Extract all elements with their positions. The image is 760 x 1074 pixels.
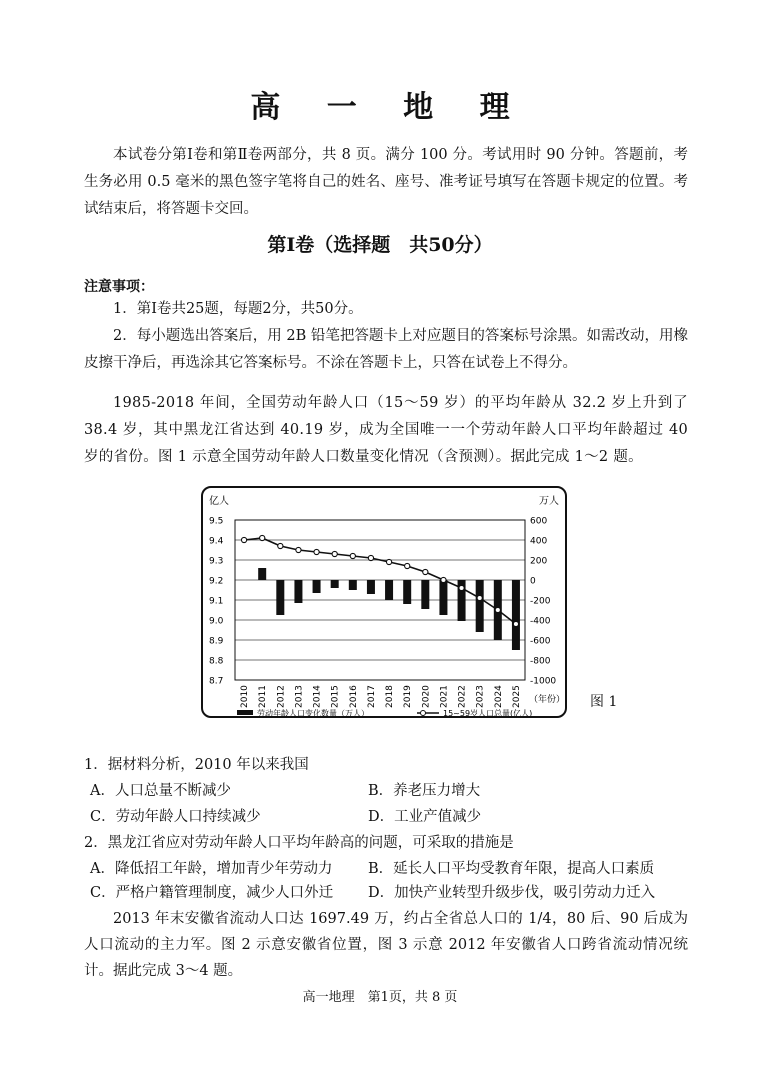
question-2-stem: 2．黑龙江省应对劳动年龄人口平均年龄高的问题，可采取的措施是 [84,835,514,851]
x-tick-label: 2020 [421,685,432,708]
left-tick-label: 9.3 [209,556,224,567]
line-point [260,535,265,540]
left-tick-label: 9.4 [209,536,224,547]
notice-item: 1．第Ⅰ卷共25题，每题2分，共50分。 [113,301,363,317]
q2-option-d[interactable]: D．加快产业转型升级步伐，吸引劳动力迁入 [368,885,656,901]
x-tick-label: 2025 [511,685,522,708]
left-tick-label: 8.9 [209,636,224,647]
right-tick-label: -600 [530,636,551,647]
line-point [314,549,319,554]
left-axis-label: 亿人 [209,496,229,507]
bar-mark [367,580,375,594]
line-point [368,555,373,560]
x-tick-label: 2015 [330,685,341,708]
line-point [405,563,410,568]
q1-option-d[interactable]: D．工业产值减少 [368,809,482,825]
x-tick-label: 2019 [403,685,414,708]
bar-mark [349,580,357,590]
x-tick-label: 2021 [439,685,450,708]
notice-heading: 注意事项： [84,279,154,295]
q1-option-c[interactable]: C．劳动年龄人口持续减少 [90,809,261,825]
line-point [278,543,283,548]
right-axis-label: 万人 [539,496,559,507]
material-passage-1: 1985-2018 年间，全国劳动年龄人口（15～59 岁）的平均年龄从 32.2 岁上升到了 38.4 岁，其中黑龙江省达到 40.19 岁，成为全国唯一一个劳动年龄人口平均年龄超过 40 岁的省份。图 1 示意全国劳动年龄人口数量变化情况（含预测）。据此完成 1～2 题。 [84,395,688,465]
right-tick-label: 0 [530,576,536,587]
left-tick-label: 9.1 [209,596,224,607]
line-point [296,547,301,552]
legend-line-label: 15~59岁人口总量(亿人) [443,709,533,716]
line-point [423,569,428,574]
exam-title: 高 一 地 理 [250,90,528,125]
q2-option-c[interactable]: C．严格户籍管理制度，减少人口外迁 [90,885,334,901]
bar-mark [421,580,429,609]
x-tick-label: 2013 [294,685,305,708]
legend-line-marker [421,711,426,716]
bar-mark [331,580,339,588]
x-tick-label: 2018 [385,685,396,708]
bar-mark [385,580,393,600]
right-tick-label: -200 [530,596,551,607]
question-1-stem: 1．据材料分析，2010 年以来我国 [84,757,309,773]
q2-option-b[interactable]: B．延长人口平均受教育年限，提高人口素质 [368,861,655,877]
x-tick-label: 2016 [348,685,359,708]
left-tick-label: 9.2 [209,576,224,587]
bar-mark [258,568,266,580]
right-tick-label: 600 [530,516,548,527]
x-tick-label: 2022 [457,685,468,708]
q1-option-a[interactable]: A．人口总量不断减少 [90,783,231,799]
left-tick-label: 8.7 [209,676,224,687]
material-passage-2: 2013 年末安徽省流动人口达 1697.49 万，约占全省总人口的 1/4，80 后、90 后成为人口流动的主力军。图 2 示意安徽省位置，图 3 示意 2012 年安徽省人口跨省流动情况统计。据此完成 3～4 题。 [84,911,688,979]
section-title: 第Ⅰ卷（选择题 共50分） [267,234,493,256]
x-tick-label: 2014 [312,685,323,708]
figure-label: 图 1 [590,694,618,710]
bar-mark [294,580,302,603]
right-tick-label: 200 [530,556,548,567]
notice-item: 2．每小题选出答案后，用 2B 铅笔把答题卡上对应题目的答案标号涂黑。如需改动，用橡皮擦干净后，再选涂其它答案标号。不涂在答题卡上，只答在试卷上不得分。 [84,328,688,371]
bar-mark [276,580,284,615]
right-tick-label: -1000 [530,676,557,687]
bar-mark [512,580,520,650]
q2-option-a[interactable]: A．降低招工年龄，增加青少年劳动力 [90,861,333,877]
x-tick-label: 2011 [258,685,269,708]
left-tick-label: 8.8 [209,656,224,667]
x-tick-label: 2024 [493,685,504,708]
legend-bar-label: 劳动年龄人口变化数量（万人） [257,709,369,716]
line-point [241,537,246,542]
line-point [459,585,464,590]
x-tick-label: 2010 [240,685,251,708]
right-tick-label: 400 [530,536,548,547]
bar-mark [476,580,484,632]
exam-instructions: 本试卷分第Ⅰ卷和第Ⅱ卷两部分，共 8 页。满分 100 分。考试用时 90 分钟。答题前，考生务必用 0.5 毫米的黑色签字笔将自己的姓名、座号、准考证号填写在答题卡规定的位置。考试结束后，将答题卡交回。 [84,147,688,217]
line-point [350,553,355,558]
notice-items [84,296,688,377]
line-point [513,621,518,626]
series-line [244,538,516,624]
chart-svg [203,488,565,716]
line-point [386,559,391,564]
figure-1-chart [201,486,567,718]
line-point [477,595,482,600]
left-tick-label: 9.5 [209,516,224,527]
line-point [441,577,446,582]
x-tick-label: 2023 [475,685,486,708]
q1-option-b[interactable]: B．养老压力增大 [368,783,481,799]
bar-mark [439,580,447,615]
legend-bar-swatch [237,710,253,715]
page-footer: 高一地理 第1页，共 8 页 [302,990,458,1005]
right-tick-label: -800 [530,656,551,667]
x-unit-label: （年份） [529,695,565,705]
x-tick-label: 2012 [276,685,287,708]
line-point [495,607,500,612]
line-point [332,551,337,556]
right-tick-label: -400 [530,616,551,627]
left-tick-label: 9.0 [209,616,224,627]
bar-mark [403,580,411,604]
bar-mark [313,580,321,593]
x-tick-label: 2017 [366,685,377,708]
